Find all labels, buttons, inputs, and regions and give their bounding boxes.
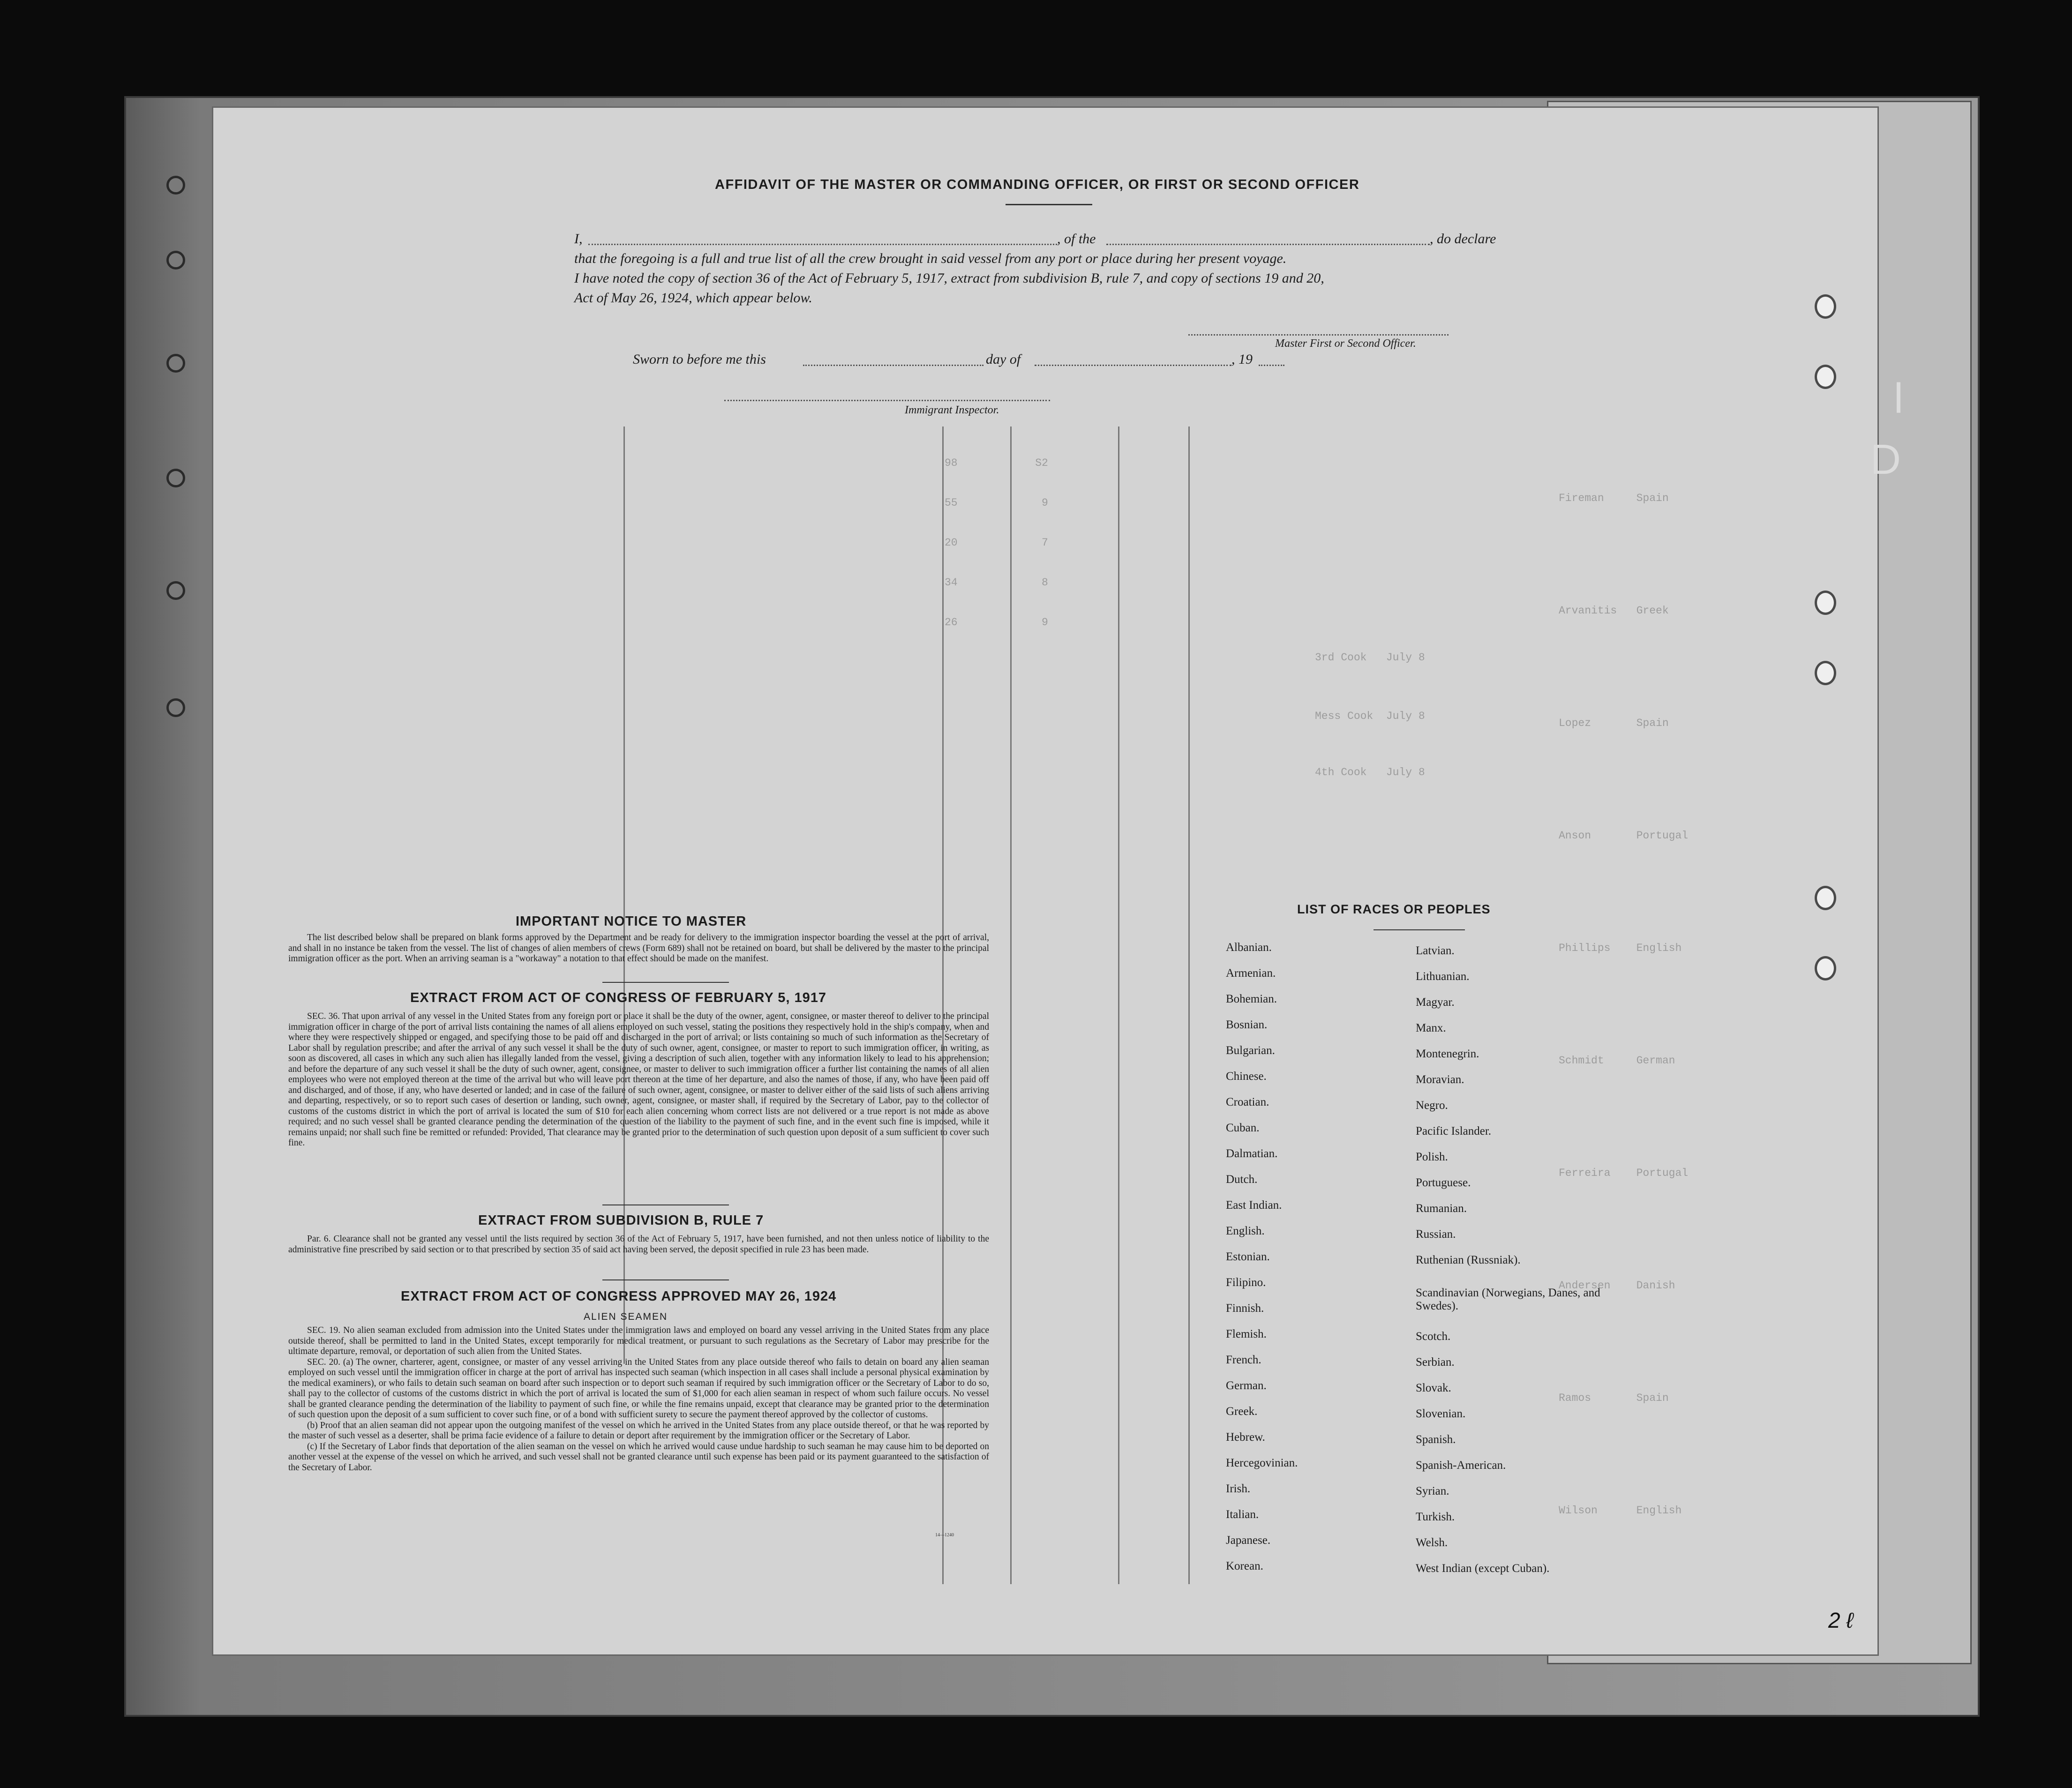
bleed-through-text: 55 9 bbox=[945, 497, 1048, 509]
sec-20a: SEC. 20. (a) The owner, charterer, agent, consignee, or master of any vessel arriving in the United States from any place outside thereof who fails to detain on board any alien seaman employed on such vessel until the immigration officer in charge at the port of arrival has inspected such seaman (which inspection in all cases shall include a personal physical examination by the medical examiners), or who fails to detain such seaman on board after such inspection or to deport such seaman if required by such immigration officer or the Secretary of Labor to do so, shall pay to the collector of customs of the customs district in which the port of arrival is located the sum of $1,000 for each alien seaman in respect of whom such failure occurs. No vessel shall be granted clearance pending the determination of the liability to payment of such fine, or while the fine remains unpaid, except that clearance may be granted prior to the determination of such question upon the deposit of a sum sufficient to cover such fine, or of a bond with sufficient surety to secure the payment thereof approved by the collector of customs. bbox=[288, 1357, 989, 1420]
ink-mark: 2 ℓ bbox=[1828, 1608, 1854, 1632]
bleed-through-rule bbox=[1188, 426, 1190, 1584]
race-item: Irish. bbox=[1226, 1482, 1251, 1495]
race-item: Moravian. bbox=[1416, 1073, 1464, 1086]
race-item: Montenegrin. bbox=[1416, 1047, 1479, 1060]
notice-title: IMPORTANT NOTICE TO MASTER bbox=[516, 914, 747, 929]
race-item: Scandinavian (Norwegians, Danes, and Swedes). bbox=[1416, 1287, 1600, 1312]
affidavit-title: AFFIDAVIT OF THE MASTER OR COMMANDING OFFICER, OR FIRST OR SECOND OFFICER bbox=[715, 177, 1360, 192]
sec-19: SEC. 19. No alien seaman excluded from admission into the United States under the immigration laws and employed on board any vessel arriving in the United States from any place outside thereof, shall be permitted to land in the United States, except temporarily for medical treatment, or pursuant to such regulations as the Secretary of Labor may prescribe for the ultimate departure, removal, or deportation of such alien from the United States. bbox=[288, 1325, 989, 1356]
bleed-through-text: Schmidt German bbox=[1559, 1055, 1675, 1067]
bleed-through-rule bbox=[1010, 426, 1012, 1584]
extract-1924-subtitle: ALIEN SEAMEN bbox=[584, 1311, 668, 1322]
fill-line-day bbox=[803, 365, 983, 366]
race-item: Hebrew. bbox=[1226, 1431, 1265, 1444]
race-item: Negro. bbox=[1416, 1099, 1448, 1112]
races-title: LIST OF RACES OR PEOPLES bbox=[1297, 902, 1491, 916]
section-rule bbox=[602, 982, 729, 983]
race-item: Bulgarian. bbox=[1226, 1044, 1275, 1057]
bleed-through-text: Fireman Spain bbox=[1559, 492, 1669, 504]
bleed-through-text: 3rd Cook July 8 bbox=[1315, 651, 1425, 664]
binder-hole bbox=[166, 698, 185, 717]
extract-1924-body bbox=[288, 1325, 989, 1473]
race-item: Russian. bbox=[1416, 1228, 1456, 1241]
bleed-through-text: 4th Cook July 8 bbox=[1315, 766, 1425, 778]
binder-hole bbox=[166, 354, 185, 373]
affidavit-line-1a: I, bbox=[574, 231, 583, 247]
notice-body: The list described below shall be prepared on blank forms approved by the Department and be ready for delivery to the immigration inspector boarding the vessel at the port of arrival, and shall in no instance be taken from the vessel. The list of changes of alien members of crews (Form 689) shall not be retained on board, but shall be delivered by the master to the principal immigration officer as the port. When an arriving seaman is a "workaway" a notation to that effect should be made on the manifest. bbox=[288, 933, 989, 964]
race-item: Polish. bbox=[1416, 1151, 1448, 1163]
race-item: Spanish. bbox=[1416, 1433, 1456, 1446]
extract-1924-title: EXTRACT FROM ACT OF CONGRESS APPROVED MAY 26, 1924 bbox=[401, 1289, 837, 1304]
race-item: Dutch. bbox=[1226, 1173, 1258, 1186]
race-item: Serbian. bbox=[1416, 1356, 1455, 1369]
race-item: Turkish. bbox=[1416, 1511, 1455, 1523]
extract-1917-title: EXTRACT FROM ACT OF CONGRESS OF FEBRUARY 5, 1917 bbox=[410, 990, 827, 1005]
race-item: Japanese. bbox=[1226, 1534, 1271, 1547]
race-item: Flemish. bbox=[1226, 1328, 1267, 1340]
master-signature-line bbox=[1188, 334, 1449, 336]
bleed-through-text: Mess Cook July 8 bbox=[1315, 710, 1425, 722]
bleed-through-text: Ferreira Portugal bbox=[1559, 1167, 1689, 1179]
pencil-mark: D bbox=[1870, 436, 1901, 483]
bleed-through-rule bbox=[1118, 426, 1119, 1584]
sworn-text-a: Sworn to before me this bbox=[633, 352, 766, 367]
race-item: East Indian. bbox=[1226, 1199, 1282, 1212]
binder-hole bbox=[166, 581, 185, 600]
race-item: Filipino. bbox=[1226, 1276, 1266, 1289]
race-item: Scotch. bbox=[1416, 1330, 1451, 1343]
bleed-through-text: 98 S2 bbox=[945, 457, 1048, 469]
rule7-title: EXTRACT FROM SUBDIVISION B, RULE 7 bbox=[478, 1213, 764, 1228]
bleed-through-text: Arvanitis Greek bbox=[1559, 605, 1669, 617]
master-signature-caption: Master First or Second Officer. bbox=[1275, 337, 1416, 350]
binder-hole bbox=[166, 251, 185, 269]
bleed-through-text: Lopez Spain bbox=[1559, 717, 1669, 729]
races-title-rule bbox=[1374, 929, 1465, 930]
binder-hole bbox=[1815, 591, 1836, 615]
binder-hole bbox=[1815, 956, 1836, 980]
race-item: Croatian. bbox=[1226, 1096, 1269, 1108]
race-item: English. bbox=[1226, 1225, 1265, 1237]
sec-20b: (b) Proof that an alien seaman did not appear upon the outgoing manifest of the vessel on which he arrived in the United States from any place outside thereof, or that he was reported by the master of such vessel as a deserter, shall be prima facie evidence of a failure to detain or deport after requirement by the immigration officer or the Secretary of Labor. bbox=[288, 1420, 989, 1441]
binder-hole bbox=[166, 176, 185, 195]
affidavit-line-3: I have noted the copy of section 36 of the Act of February 5, 1917, extract from subdivision B, rule 7, and copy of sections 19 and 20, bbox=[574, 270, 1324, 286]
fill-line-name bbox=[588, 244, 1057, 245]
inspector-signature-line bbox=[724, 400, 1050, 401]
binder-hole bbox=[1815, 661, 1836, 685]
bleed-through-text: Phillips English bbox=[1559, 942, 1682, 954]
race-item: Lithuanian. bbox=[1416, 970, 1470, 983]
race-item: Albanian. bbox=[1226, 941, 1272, 954]
race-item: Ruthenian (Russniak). bbox=[1416, 1254, 1521, 1266]
race-item: French. bbox=[1226, 1354, 1261, 1366]
title-rule bbox=[1006, 204, 1092, 205]
race-item: Syrian. bbox=[1416, 1485, 1449, 1497]
bleed-through-text: Anson Portugal bbox=[1559, 830, 1689, 842]
affidavit-line-1b: , of the bbox=[1057, 231, 1096, 247]
binder-hole bbox=[1815, 886, 1836, 910]
bleed-through-text: 26 9 bbox=[945, 616, 1048, 628]
race-item: Slovenian. bbox=[1416, 1407, 1466, 1420]
race-item: Finnish. bbox=[1226, 1302, 1264, 1315]
sworn-text-b: day of bbox=[986, 352, 1021, 367]
race-item: Hercegovinian. bbox=[1226, 1457, 1298, 1469]
pencil-mark: l bbox=[1894, 375, 1903, 422]
affidavit-line-1c: , do declare bbox=[1430, 231, 1496, 247]
race-item: Spanish-American. bbox=[1416, 1459, 1506, 1472]
bleed-through-text: 20 7 bbox=[945, 537, 1048, 549]
race-item: Bohemian. bbox=[1226, 993, 1277, 1005]
binder-hole bbox=[1815, 365, 1836, 389]
bleed-through-text: Wilson English bbox=[1559, 1504, 1682, 1517]
race-item: German. bbox=[1226, 1379, 1267, 1392]
sec-20c: (c) If the Secretary of Labor finds that deportation of the alien seaman on the vessel on which he arrived would cause undue hardship to such seaman he may cause him to be deported on another vessel at the expense of the vessel on which he arrived, and such vessel shall not be granted clearance until such expense has been paid or its payment guaranteed to the satisfaction of the Secretary of Labor. bbox=[288, 1441, 989, 1473]
bleed-through-text: 34 8 bbox=[945, 576, 1048, 589]
race-item: Welsh. bbox=[1416, 1536, 1448, 1549]
race-item: Korean. bbox=[1226, 1560, 1263, 1572]
race-item: Portuguese. bbox=[1416, 1176, 1471, 1189]
race-item: Italian. bbox=[1226, 1508, 1259, 1521]
fill-line-year bbox=[1259, 365, 1284, 366]
binder-hole bbox=[166, 469, 185, 487]
bleed-through-text: Andersen Danish bbox=[1559, 1279, 1675, 1292]
sworn-text-c: , 19 bbox=[1231, 352, 1253, 367]
race-item: Manx. bbox=[1416, 1022, 1446, 1034]
affidavit-line-4: Act of May 26, 1924, which appear below. bbox=[574, 290, 812, 306]
affidavit-line-2: that the foregoing is a full and true list of all the crew brought in said vessel from any port or place during her present voyage. bbox=[574, 251, 1287, 266]
rule7-body: Par. 6. Clearance shall not be granted any vessel until the lists required by section 36 of the Act of February 5, 1917, have been furnished, and not then unless notice of liability to the administrative fine prescribed by said section or to that prescribed by section 35 of said act having been served, the deposit specified in rule 23 has been made. bbox=[288, 1234, 989, 1255]
race-item: Estonian. bbox=[1226, 1250, 1270, 1263]
race-item: Magyar. bbox=[1416, 996, 1455, 1009]
fill-line-month bbox=[1035, 365, 1231, 366]
extract-1917-body: SEC. 36. That upon arrival of any vessel in the United States from any foreign port or place it shall be the duty of the owner, agent, consignee, or master thereof to deliver to the principal immigration officer in charge of the port of arrival lists containing the names of all aliens employed on such vessel, stating the positions they respectively hold in the ship's company, when and where they were respectively shipped or engaged, and specifying those to be paid off and discharged in the port of arrival; or lists containing so much of such information as the Secretary of Labor shall by regulation prescribe; and after the arrival of any such vessel it shall be the duty of such owner, agent, consignee, or master to report to such immigration officer, in writing, as soon as discovered, all cases in which any such alien has illegally landed from the vessel, giving a description of such alien, together with any information likely to lead to his apprehension; and before the departure of any such vessel it shall be the duty of such owner, agent, consignee, or master to deliver to such immigration officer a further list containing the names of all alien employees who were not employed thereon at the time of the arrival but who will leave port thereon at the time of her departure, and also the names of those, if any, who have been paid off and discharged, and of those, if any, who have deserted or landed; and in case of the failure of such owner, agent, consignee, or master to deliver either of the said lists of such aliens arriving and departing, respectively, or so to report such cases of desertion or landing, such owner, agent, consignee, or master shall, if required by the Secretary of Labor, pay to the collector of customs of the customs district in which the port of arrival is located the sum of $10 for each alien concerning whom correct lists are not delivered or a true report is not made as above required; and no such vessel shall be granted clearance pending the determination of the question of the liability to the payment of such fine, and in the event such fine is imposed, while it remains unpaid; nor shall such fine be remitted or refunded: Provided, That clearance may be granted prior to the determination of such question upon deposit of a sum sufficient to cover such fine. bbox=[288, 1011, 989, 1148]
race-item: West Indian (except Cuban). bbox=[1416, 1562, 1550, 1575]
section-rule bbox=[602, 1204, 729, 1205]
race-item: Chinese. bbox=[1226, 1070, 1267, 1083]
race-item: Dalmatian. bbox=[1226, 1147, 1278, 1160]
race-item: Greek. bbox=[1226, 1405, 1258, 1418]
race-item: Latvian. bbox=[1416, 944, 1455, 957]
race-item: Cuban. bbox=[1226, 1122, 1260, 1134]
race-item: Slovak. bbox=[1416, 1382, 1451, 1394]
form-code: 14—1240 bbox=[935, 1533, 954, 1538]
fill-line-vessel bbox=[1106, 244, 1430, 245]
section-rule bbox=[602, 1279, 729, 1280]
race-item: Pacific Islander. bbox=[1416, 1125, 1492, 1137]
affidavit-page bbox=[213, 108, 1877, 1654]
race-item: Rumanian. bbox=[1416, 1202, 1467, 1215]
race-item: Bosnian. bbox=[1226, 1018, 1268, 1031]
binder-hole bbox=[1815, 294, 1836, 319]
race-item: Armenian. bbox=[1226, 967, 1276, 980]
bleed-through-text: Ramos Spain bbox=[1559, 1392, 1669, 1404]
inspector-caption: Immigrant Inspector. bbox=[905, 404, 999, 416]
